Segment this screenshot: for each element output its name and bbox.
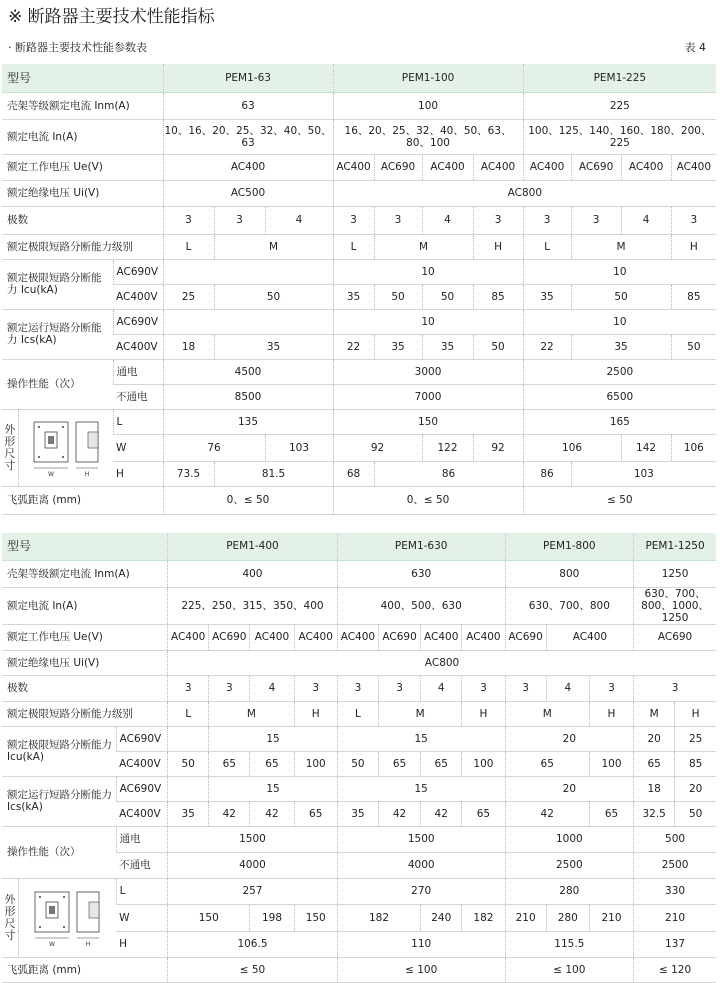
label-poles: 极数 — [2, 206, 163, 234]
table-cell: 65 — [209, 751, 250, 776]
table-cell: L — [163, 234, 214, 259]
table-cell: 65 — [294, 801, 337, 826]
table-cell: AC800 — [168, 650, 716, 675]
breaker-outline-icon — [27, 888, 107, 948]
table-cell: M — [209, 701, 294, 726]
table-cell: 65 — [589, 801, 633, 826]
table-cell: 10 — [333, 259, 523, 284]
table-cell: 106 — [671, 434, 716, 461]
model-cell: PEM1-630 — [337, 533, 505, 560]
table-cell: AC400 — [168, 624, 209, 650]
table-cell: 73.5 — [163, 461, 214, 486]
table-row — [2, 878, 716, 904]
table-cell: 25 — [163, 284, 214, 309]
table-cell: 42 — [378, 801, 420, 826]
table-cell: 8500 — [163, 384, 333, 409]
table-cell: 50 — [214, 284, 333, 309]
label-ac400v: AC400V — [113, 284, 163, 309]
breaker-outline-drawing — [18, 878, 116, 957]
table-cell: AC400 — [546, 624, 633, 650]
table-cell: AC400 — [671, 154, 716, 180]
table-cell: AC400 — [163, 154, 333, 180]
table-caption: · 断路器主要技术性能参数表 — [8, 41, 147, 54]
table-cell: H — [462, 701, 505, 726]
table-cell: 50 — [422, 284, 473, 309]
table-cell: M — [571, 234, 671, 259]
table-cell: 20 — [505, 776, 634, 801]
table-cell: 10 — [523, 259, 716, 284]
table-cell: 106.5 — [168, 931, 338, 957]
label-arc-distance: 飞弧距离 (mm) — [2, 957, 168, 982]
table-cell: AC690 — [571, 154, 621, 180]
table-cell: 4 — [422, 206, 473, 234]
table-cell: 35 — [214, 334, 333, 359]
table-cell: H — [294, 701, 337, 726]
table-cell: AC690 — [378, 624, 420, 650]
table-row — [2, 826, 716, 852]
table-row — [2, 701, 716, 726]
table-cell: 137 — [634, 931, 716, 957]
table-cell: 16、20、25、32、40、50、63、80、100 — [333, 119, 523, 154]
table-cell: 4 — [265, 206, 333, 234]
label-insulation-voltage: 额定绝缘电压 Ui(V) — [2, 650, 168, 675]
table-cell: 110 — [337, 931, 505, 957]
table-cell: 4500 — [163, 359, 333, 384]
table-cell: 50 — [675, 801, 716, 826]
table-cell: 100 — [294, 751, 337, 776]
table-cell — [168, 776, 209, 801]
table-cell: 22 — [333, 334, 374, 359]
table-row — [2, 359, 716, 384]
table-cell: 135 — [163, 409, 333, 434]
table-row — [2, 92, 716, 119]
label-frame-current: 壳架等级额定电流 Inm(A) — [2, 92, 163, 119]
table-cell: 85 — [473, 284, 523, 309]
table-cell: 3 — [634, 675, 716, 701]
page-title: ※ 断路器主要技术性能指标 — [8, 7, 215, 27]
table-cell: 240 — [421, 904, 462, 931]
table-cell: 3 — [378, 675, 420, 701]
table-cell: 20 — [505, 726, 634, 751]
table-cell: 150 — [294, 904, 337, 931]
table-cell: AC400 — [333, 154, 374, 180]
table-cell: AC400 — [621, 154, 671, 180]
label-icu: 额定极限短路分断能力 Icu(kA) — [2, 259, 113, 309]
label-not-energized: 不通电 — [116, 852, 167, 878]
label-dimensions: 外 形 尺 寸 — [2, 409, 18, 486]
table-cell: M — [374, 234, 473, 259]
table-cell: 35 — [168, 801, 209, 826]
table-cell: 4 — [621, 206, 671, 234]
table-cell: 50 — [168, 751, 209, 776]
table-row — [2, 560, 716, 587]
table-cell: 3000 — [333, 359, 523, 384]
table-cell: 42 — [421, 801, 462, 826]
table-cell: 35 — [523, 284, 571, 309]
table-cell: 3 — [505, 675, 546, 701]
table-cell: AC690 — [374, 154, 422, 180]
table-cell: 270 — [337, 878, 505, 904]
table-cell: 150 — [333, 409, 523, 434]
table-cell: 3 — [473, 206, 523, 234]
table-cell: 2500 — [505, 852, 634, 878]
table-cell: 1500 — [337, 826, 505, 852]
label-breaking-level: 额定极限短路分断能力级别 — [2, 234, 163, 259]
table-cell: AC500 — [163, 180, 333, 206]
table-row — [2, 650, 716, 675]
label-energized: 通电 — [116, 826, 167, 852]
table-cell: 122 — [422, 434, 473, 461]
table-cell: 4 — [546, 675, 589, 701]
table-cell: 210 — [634, 904, 716, 931]
label-height: H — [113, 461, 163, 486]
table-cell: 50 — [337, 751, 378, 776]
table-cell: 165 — [523, 409, 716, 434]
label-ics: 额定运行短路分断能力 Ics(kA) — [2, 776, 116, 826]
label-length: L — [113, 409, 163, 434]
table-cell: AC400 — [422, 154, 473, 180]
table-cell: 86 — [374, 461, 523, 486]
table-cell: 50 — [571, 284, 671, 309]
table-cell: 225 — [523, 92, 716, 119]
table-cell: 42 — [250, 801, 294, 826]
table-cell: 198 — [250, 904, 294, 931]
label-length: L — [116, 878, 167, 904]
table-cell: 35 — [337, 801, 378, 826]
table-cell: 2500 — [634, 852, 716, 878]
table-cell: 81.5 — [214, 461, 333, 486]
table-cell: 10、16、20、25、32、40、50、63 — [163, 119, 333, 154]
table-cell: 85 — [675, 751, 716, 776]
table-cell: 1000 — [505, 826, 634, 852]
table-cell: 35 — [422, 334, 473, 359]
table-cell: AC690 — [634, 624, 716, 650]
table-cell: ≤ 100 — [505, 957, 634, 982]
table-cell: 100 — [589, 751, 633, 776]
table-cell: 400、500、630 — [337, 587, 505, 624]
table-row — [2, 726, 716, 751]
table-cell: AC800 — [333, 180, 716, 206]
table-cell: 65 — [421, 751, 462, 776]
table-cell: 3 — [294, 675, 337, 701]
table-cell: 20 — [675, 776, 716, 801]
table-row — [2, 180, 716, 206]
table-cell: 35 — [374, 334, 422, 359]
label-frame-current: 壳架等级额定电流 Inm(A) — [2, 560, 168, 587]
table-cell: 3 — [337, 675, 378, 701]
table-cell: M — [634, 701, 675, 726]
table-cell: 0、≤ 50 — [333, 486, 523, 514]
label-dimensions: 外 形 尺 寸 — [2, 878, 18, 957]
table-row — [2, 675, 716, 701]
table-cell: L — [168, 701, 209, 726]
label-icu: 额定极限短路分断能力 Icu(kA) — [2, 726, 116, 776]
label-rated-current: 额定电流 In(A) — [2, 119, 163, 154]
label-width: W — [116, 904, 167, 931]
table-cell: 106 — [523, 434, 621, 461]
svg-text:W: W — [47, 470, 54, 478]
table-cell: 3 — [462, 675, 505, 701]
table-cell: M — [505, 701, 589, 726]
label-poles: 极数 — [2, 675, 168, 701]
table-cell: 4000 — [337, 852, 505, 878]
table-cell: 18 — [634, 776, 675, 801]
table-cell: 100 — [333, 92, 523, 119]
table-row — [2, 309, 716, 334]
table-cell: 92 — [333, 434, 422, 461]
svg-text:H: H — [84, 470, 89, 478]
table-cell: 3 — [209, 675, 250, 701]
label-not-energized: 不通电 — [113, 384, 163, 409]
table-row — [2, 624, 716, 650]
model-cell: PEM1-225 — [523, 64, 716, 92]
model-cell: PEM1-400 — [168, 533, 338, 560]
model-cell: PEM1-1250 — [634, 533, 716, 560]
table-cell: 3 — [214, 206, 265, 234]
table-cell: 50 — [473, 334, 523, 359]
table-cell: ≤ 50 — [168, 957, 338, 982]
label-width: W — [113, 434, 163, 461]
table-cell: 115.5 — [505, 931, 634, 957]
table-cell: 65 — [378, 751, 420, 776]
table-cell: 1250 — [634, 560, 716, 587]
table-cell: 142 — [621, 434, 671, 461]
table-cell: 630、700、800、1000、1250 — [634, 587, 716, 624]
table-cell: 3 — [168, 675, 209, 701]
table-cell: 7000 — [333, 384, 523, 409]
table-cell: M — [378, 701, 461, 726]
table-cell: 100、125、140、160、180、200、225 — [523, 119, 716, 154]
model-row — [2, 533, 716, 560]
table-row — [2, 957, 716, 982]
table-cell: 65 — [634, 751, 675, 776]
table-cell: 400 — [168, 560, 338, 587]
label-ac690v: AC690V — [113, 259, 163, 284]
table-cell: 15 — [209, 776, 338, 801]
label-model: 型号 — [2, 64, 163, 92]
label-ac690v: AC690V — [116, 726, 167, 751]
table-cell: 3 — [163, 206, 214, 234]
table-cell: 0、≤ 50 — [163, 486, 333, 514]
table-cell: 4000 — [168, 852, 338, 878]
label-operation: 操作性能（次） — [2, 359, 113, 409]
table-cell: AC400 — [250, 624, 294, 650]
table-cell: 225、250、315、350、400 — [168, 587, 338, 624]
table-cell: 3 — [374, 206, 422, 234]
table-cell: 15 — [337, 776, 505, 801]
table-cell: 257 — [168, 878, 338, 904]
table-cell: 3 — [671, 206, 716, 234]
table-cell: 10 — [523, 309, 716, 334]
table-row — [2, 154, 716, 180]
table-cell — [163, 259, 333, 284]
table-row — [2, 587, 716, 624]
table-cell: 22 — [523, 334, 571, 359]
label-ac400v: AC400V — [116, 751, 167, 776]
table-cell: 800 — [505, 560, 634, 587]
label-energized: 通电 — [113, 359, 163, 384]
table-cell: 4 — [421, 675, 462, 701]
table-row — [2, 486, 716, 514]
label-breaking-level: 额定极限短路分断能力级别 — [2, 701, 168, 726]
table-cell: H — [675, 701, 716, 726]
table-cell: 210 — [505, 904, 546, 931]
table-cell: AC400 — [523, 154, 571, 180]
table-cell: 630、700、800 — [505, 587, 634, 624]
table-row — [2, 776, 716, 801]
table-cell: AC400 — [337, 624, 378, 650]
table-row — [2, 259, 716, 284]
table-cell: AC690 — [505, 624, 546, 650]
table-cell: L — [333, 234, 374, 259]
table-cell: 330 — [634, 878, 716, 904]
label-ac690v: AC690V — [116, 776, 167, 801]
table-cell: H — [473, 234, 523, 259]
table-cell: 18 — [163, 334, 214, 359]
table-cell: AC400 — [462, 624, 505, 650]
label-ac690v: AC690V — [113, 309, 163, 334]
table-number: 表 4 — [684, 41, 706, 54]
table-cell: 280 — [546, 904, 589, 931]
table-cell: H — [589, 701, 633, 726]
model-row — [2, 64, 716, 92]
table-cell: 210 — [589, 904, 633, 931]
label-height: H — [116, 931, 167, 957]
table-cell: 76 — [163, 434, 265, 461]
svg-text:W: W — [49, 940, 56, 948]
table-cell: AC400 — [473, 154, 523, 180]
model-cell: PEM1-100 — [333, 64, 523, 92]
table-cell: AC400 — [421, 624, 462, 650]
table-cell: 6500 — [523, 384, 716, 409]
table-cell — [163, 309, 333, 334]
table-cell: 68 — [333, 461, 374, 486]
table-cell: 65 — [250, 751, 294, 776]
table-row — [2, 206, 716, 234]
table-cell: 3 — [571, 206, 621, 234]
model-cell: PEM1-63 — [163, 64, 333, 92]
table-cell: 25 — [675, 726, 716, 751]
table-cell: ≤ 50 — [523, 486, 716, 514]
table-cell: 32.5 — [634, 801, 675, 826]
table-cell: 103 — [571, 461, 716, 486]
table-cell: 182 — [337, 904, 420, 931]
table-cell: 182 — [462, 904, 505, 931]
table-cell: 150 — [168, 904, 250, 931]
table-cell: 35 — [571, 334, 671, 359]
table-cell — [168, 726, 209, 751]
table-cell: 10 — [333, 309, 523, 334]
table-cell: 86 — [523, 461, 571, 486]
table-cell: 500 — [634, 826, 716, 852]
svg-text:H: H — [86, 940, 91, 948]
table-cell: 50 — [671, 334, 716, 359]
spec-table-pem1-400-1250 — [2, 533, 716, 983]
table-row — [2, 409, 716, 434]
label-operation: 操作性能（次） — [2, 826, 116, 878]
table-cell: AC690 — [209, 624, 250, 650]
label-ics: 额定运行短路分断能力 Ics(kA) — [2, 309, 113, 359]
label-model: 型号 — [2, 533, 168, 560]
label-arc-distance: 飞弧距离 (mm) — [2, 486, 163, 514]
model-cell: PEM1-800 — [505, 533, 634, 560]
table-cell: 1500 — [168, 826, 338, 852]
table-cell: 630 — [337, 560, 505, 587]
label-rated-current: 额定电流 In(A) — [2, 587, 168, 624]
table-cell: 4 — [250, 675, 294, 701]
label-working-voltage: 额定工作电压 Ue(V) — [2, 154, 163, 180]
table-cell: 20 — [634, 726, 675, 751]
table-cell: H — [671, 234, 716, 259]
table-row — [2, 119, 716, 154]
spec-table-pem1-63-225 — [2, 64, 716, 515]
table-cell: 63 — [163, 92, 333, 119]
table-cell: 103 — [265, 434, 333, 461]
table-cell: ≤ 120 — [634, 957, 716, 982]
table-cell: 65 — [505, 751, 589, 776]
table-cell: AC400 — [294, 624, 337, 650]
table-cell: 65 — [462, 801, 505, 826]
table-cell: 3 — [589, 675, 633, 701]
table-cell: 42 — [209, 801, 250, 826]
table-cell: ≤ 100 — [337, 957, 505, 982]
table-cell: 280 — [505, 878, 634, 904]
table-cell: 92 — [473, 434, 523, 461]
table-cell: 15 — [337, 726, 505, 751]
table-cell: 100 — [462, 751, 505, 776]
label-ac400v: AC400V — [113, 334, 163, 359]
breaker-outline-drawing — [18, 409, 113, 486]
breaker-outline-icon — [26, 418, 106, 478]
table-cell: L — [523, 234, 571, 259]
table-row — [2, 234, 716, 259]
table-cell: 85 — [671, 284, 716, 309]
table-cell: 35 — [333, 284, 374, 309]
table-cell: 3 — [523, 206, 571, 234]
label-working-voltage: 额定工作电压 Ue(V) — [2, 624, 168, 650]
label-insulation-voltage: 额定绝缘电压 Ui(V) — [2, 180, 163, 206]
table-cell: 15 — [209, 726, 338, 751]
table-cell: 42 — [505, 801, 589, 826]
table-cell: 50 — [374, 284, 422, 309]
table-cell: 3 — [333, 206, 374, 234]
label-ac400v: AC400V — [116, 801, 167, 826]
table-cell: M — [214, 234, 333, 259]
table-cell: L — [337, 701, 378, 726]
table-cell: 2500 — [523, 359, 716, 384]
